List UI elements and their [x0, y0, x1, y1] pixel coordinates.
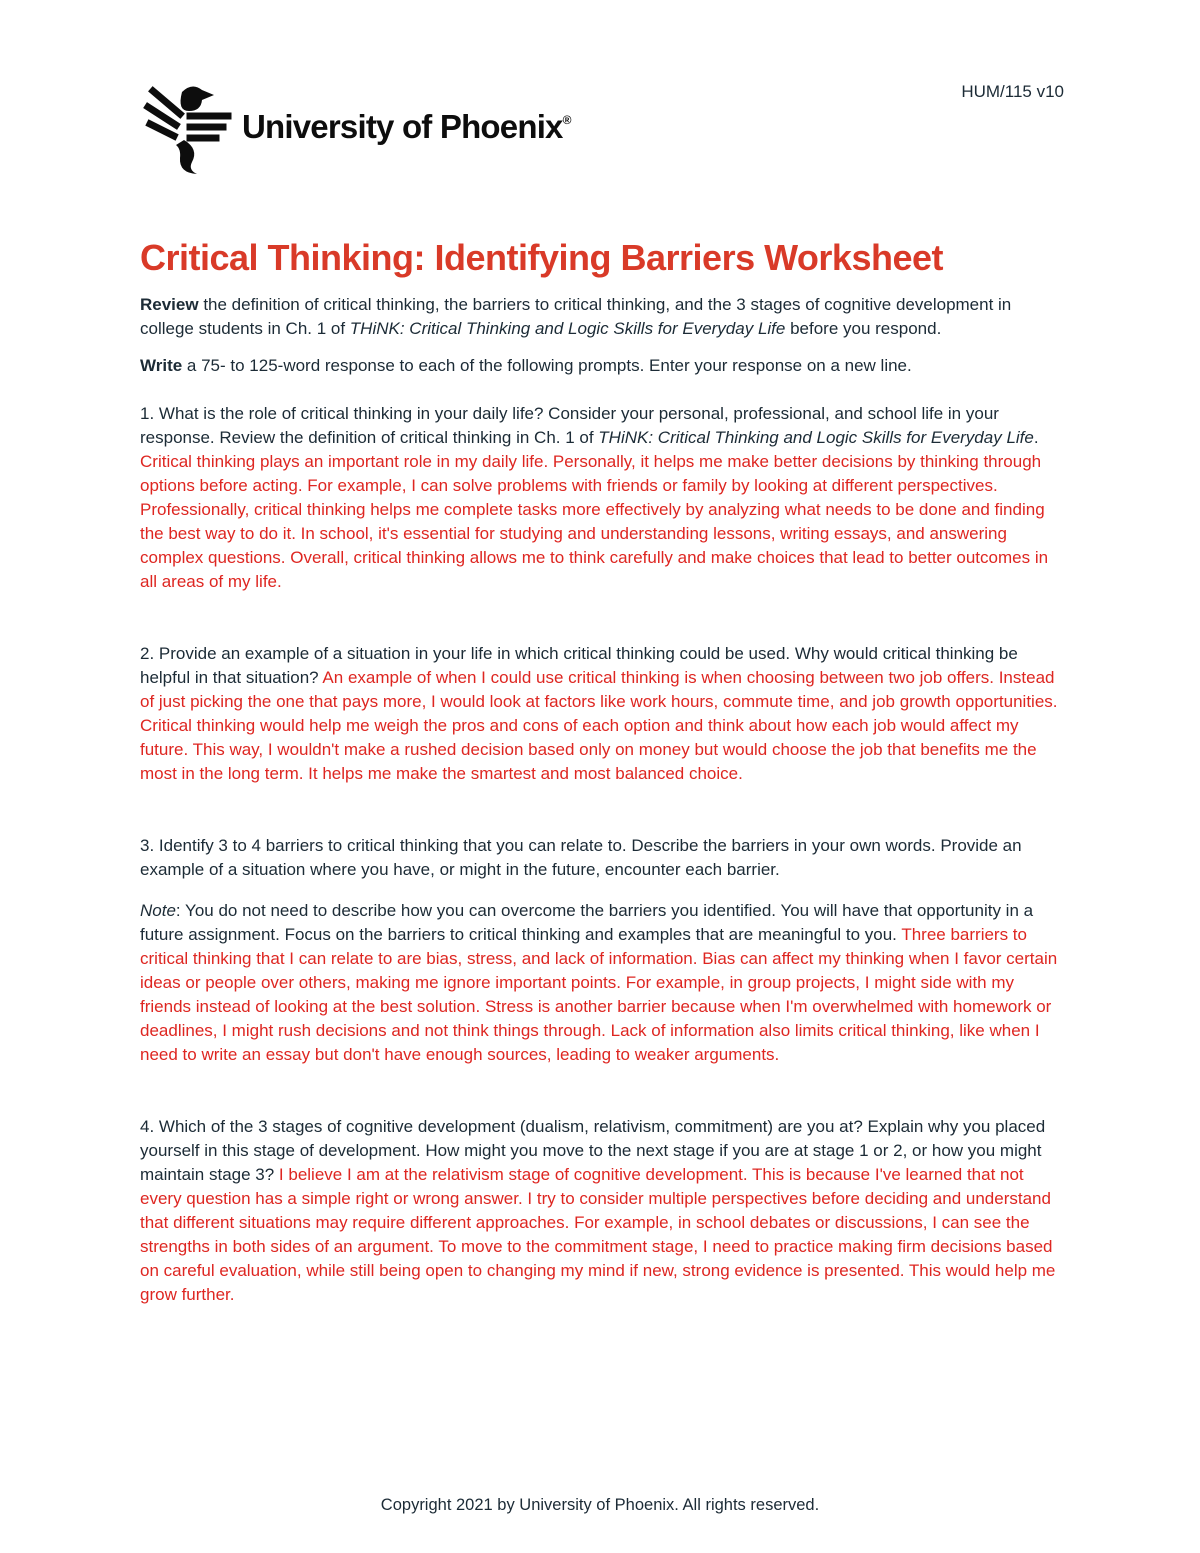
phoenix-bird-icon: [140, 80, 232, 174]
question-2: [140, 642, 1064, 786]
page-title: Critical Thinking: Identifying Barriers Worksheet: [140, 237, 943, 278]
review-text-end: before you respond.: [785, 319, 942, 339]
write-text: a 75- to 125-word response to each of the following prompts. Enter your response on a new line.: [182, 356, 912, 376]
logo-wordmark-wrap: [242, 108, 571, 146]
logo-wordmark: University of Phoenix: [242, 108, 563, 145]
question-3-prompt: 3. Identify 3 to 4 barriers to critical thinking that you can relate to. Describe the barriers in your own words. Provide an example of a situation where you have, or might in the future, encounter each barrier.: [140, 836, 1022, 880]
review-lead: Review: [140, 295, 199, 315]
write-lead: Write: [140, 356, 183, 376]
question-4-answer: I believe I am at the relativism stage of cognitive development. This is because I've learned that not every question has a simple right or wrong answer. I try to consider multiple perspectives before deciding and understand that different situations may require different approaches. For example, in school debates or discussions, I can see the strengths in both sides of an argument. To move to the commitment stage, I need to practice making firm decisions based on careful evaluation, while still being open to changing my mind if new, strong evidence is presented. This would help me grow further.: [140, 1165, 1056, 1305]
question-1-answer: Critical thinking plays an important role in my daily life. Personally, it helps me make better decisions by thinking through options before acting. For example, I can solve problems with friends or family by looking at different perspectives. Professionally, critical thinking helps me complete tasks more effectively by analyzing what needs to be done and finding the best way to do it. In school, it's essential for studying and understanding lessons, writing essays, and answering complex questions. Overall, critical thinking allows me to think carefully and make choices that lead to better outcomes in all areas of my life.: [140, 452, 1049, 592]
question-4: [140, 1115, 1064, 1307]
registered-trademark: ®: [562, 113, 572, 127]
question-4-prompt: 4. Which of the 3 stages of cognitive development (dualism, relativism, commitment) are you at? Explain why you placed yourself in this stage of development. How might you move to the next stage if you are at stage 1 or 2, or how you might maintain stage 3?: [140, 1117, 1046, 1185]
question-3: [140, 834, 1064, 1067]
book-title: THiNK: Critical Thinking and Logic Skills for Everyday Life: [598, 428, 1034, 448]
review-text: the definition of critical thinking, the barriers to critical thinking, and the 3 stages of cognitive development in college students in Ch. 1 of: [140, 295, 1012, 339]
book-title: THiNK: Critical Thinking and Logic Skills for Everyday Life: [349, 319, 786, 339]
note-text: : You do not need to describe how you can overcome the barriers you identified. You will have that opportunity in a future assignment. Focus on the barriers to critical thinking and examples that are meaningful to you.: [140, 901, 1034, 945]
question-1: [140, 402, 1064, 594]
question-2-answer: An example of when I could use critical thinking is when choosing between two job offers. Instead of just picking the one that pays more, I would look at factors like work hours, commute time, and job growth opportunities. Critical thinking would help me weigh the pros and cons of each option and think about how each job would affect my future. This way, I wouldn't make a rushed decision based only on money but would choose the job that benefits me the most in the long term. It helps me make the smartest and most balanced choice.: [140, 668, 1058, 784]
question-2-prompt: 2. Provide an example of a situation in your life in which critical thinking could be used. Why would critical thinking be helpful in that situation?: [140, 644, 1018, 688]
course-code: HUM/115 v10: [961, 82, 1064, 101]
question-3-answer: Three barriers to critical thinking that I can relate to are bias, stress, and lack of information. Bias can affect my thinking when I favor certain ideas or people over others, making me ignore important points. For example, in group projects, I might side with my friends instead of looking at the best solution. Stress is another barrier because when I'm overwhelmed with homework or deadlines, I might rush decisions and not think things through. Lack of information also limits critical thinking, like when I need to write an essay but don't have enough sources, leading to weaker arguments.: [140, 925, 1058, 1065]
note-lead: Note: [140, 901, 176, 921]
university-of-phoenix-logo: [140, 80, 571, 174]
review-instruction: [140, 293, 1064, 341]
question-1-prompt: 1. What is the role of critical thinking in your daily life? Consider your personal, professional, and school life in your response. Review the definition of critical thinking in Ch. 1 of: [140, 404, 999, 448]
write-instruction: [140, 354, 1064, 378]
footer-copyright: Copyright 2021 by University of Phoenix. All rights reserved.: [380, 1496, 820, 1514]
question-1-prompt-end: .: [1033, 428, 1039, 448]
header: [140, 0, 1064, 174]
